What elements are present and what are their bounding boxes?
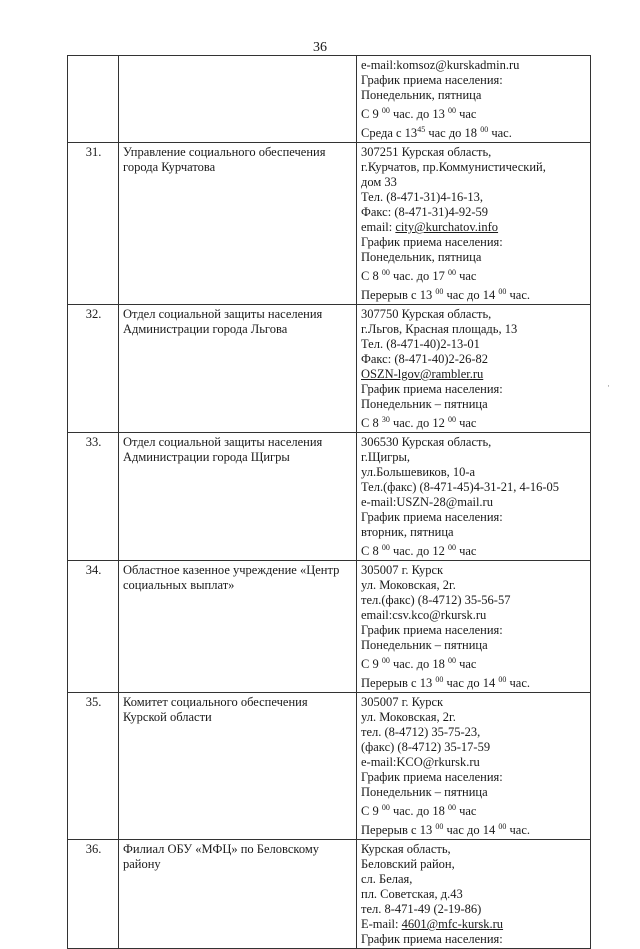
info-text: 306530 Курская область,	[361, 435, 492, 449]
row-number: 35.	[68, 693, 119, 840]
info-text: График приема населения:	[361, 510, 503, 524]
time-minutes: 00	[447, 415, 456, 424]
info-text: График приема населения:	[361, 623, 503, 637]
info-line	[361, 819, 587, 838]
time-minutes: 00	[480, 125, 489, 134]
info-line	[361, 58, 587, 73]
email-link[interactable]: city@kurchatov.info	[395, 220, 499, 234]
table-row	[68, 433, 591, 561]
info-text: час	[455, 544, 477, 558]
info-text: тел. 8-471-49 (2-19-86)	[361, 902, 482, 916]
time-minutes: 00	[435, 822, 444, 831]
info-text: Понедельник – пятница	[361, 785, 488, 799]
info-text: час	[455, 107, 477, 121]
contact-info	[357, 840, 591, 949]
info-text: час.	[506, 676, 530, 690]
info-line	[361, 623, 587, 638]
info-text: сл. Белая,	[361, 872, 413, 886]
info-line	[361, 593, 587, 608]
info-text: пл. Советская, д.43	[361, 887, 463, 901]
time-minutes: 00	[381, 268, 390, 277]
info-line	[361, 352, 587, 367]
info-text: График приема населения:	[361, 770, 503, 784]
contact-info	[357, 143, 591, 305]
info-line	[361, 710, 587, 725]
row-number: 32.	[68, 305, 119, 433]
info-line	[361, 740, 587, 755]
page-number: 36	[313, 40, 327, 55]
info-text: e-mail:KCO@rkursk.ru	[361, 755, 480, 769]
organization-name	[119, 56, 357, 143]
info-line	[361, 465, 587, 480]
time-minutes: 00	[447, 268, 456, 277]
time-minutes: 00	[381, 803, 390, 812]
info-text: час. до 12	[389, 544, 448, 558]
info-text: Беловский район,	[361, 857, 455, 871]
info-line	[361, 190, 587, 205]
time-minutes: 00	[447, 803, 456, 812]
info-text: email:csv.kco@rkursk.ru	[361, 608, 487, 622]
info-line	[361, 103, 587, 122]
info-text: e-mail:USZN-28@mail.ru	[361, 495, 493, 509]
time-minutes: 00	[498, 287, 507, 296]
info-line	[361, 265, 587, 284]
organization-name: Управление социального обеспечения города Курчатова	[119, 143, 357, 305]
info-line	[361, 397, 587, 412]
info-text: г.Щигры,	[361, 450, 411, 464]
time-minutes: 00	[498, 675, 507, 684]
info-text: Перерыв с 13	[361, 823, 436, 837]
info-text: Тел.(факс) (8-471-45)4-31-21, 4-16-05	[361, 480, 560, 494]
organization-name: Отдел социальной защиты населения Администрации города Льгова	[119, 305, 357, 433]
time-minutes: 00	[447, 656, 456, 665]
info-line	[361, 872, 587, 887]
info-text: С 9	[361, 657, 382, 671]
info-line	[361, 322, 587, 337]
info-text: Факс: (8-471-31)4-92-59	[361, 205, 489, 219]
info-line	[361, 160, 587, 175]
info-text: час	[455, 416, 477, 430]
info-text: час. до 13	[389, 107, 448, 121]
info-line	[361, 220, 587, 235]
info-text: Перерыв с 13	[361, 676, 436, 690]
info-text: г.Льгов, Красная площадь, 13	[361, 322, 518, 336]
table-row	[68, 561, 591, 693]
info-text: Понедельник, пятница	[361, 88, 482, 102]
info-text: График приема населения:	[361, 73, 503, 87]
info-line	[361, 887, 587, 902]
info-text: 305007 г. Курск	[361, 563, 444, 577]
info-line	[361, 800, 587, 819]
info-text: ул.Большевиков, 10-а	[361, 465, 476, 479]
info-text: Понедельник, пятница	[361, 250, 482, 264]
time-minutes: 00	[435, 287, 444, 296]
info-line	[361, 73, 587, 88]
time-minutes: 45	[417, 125, 426, 134]
organization-name: Областное казенное учреждение «Центр социальных выплат»	[119, 561, 357, 693]
info-text: Тел. (8-471-31)4-16-13,	[361, 190, 484, 204]
info-text: 307251 Курская область,	[361, 145, 492, 159]
scan-mark: ·	[607, 381, 610, 391]
info-line	[361, 525, 587, 540]
info-text: email:	[361, 220, 396, 234]
info-text: дом 33	[361, 175, 397, 189]
info-line	[361, 563, 587, 578]
info-line	[361, 540, 587, 559]
info-line	[361, 785, 587, 800]
info-line	[361, 495, 587, 510]
info-line	[361, 175, 587, 190]
info-text: час.	[506, 823, 530, 837]
info-text: График приема населения:	[361, 932, 503, 946]
info-line	[361, 755, 587, 770]
info-line	[361, 205, 587, 220]
info-text: час.	[506, 288, 530, 302]
info-text: 307750 Курская область,	[361, 307, 492, 321]
info-line	[361, 412, 587, 431]
info-line	[361, 638, 587, 653]
info-text: E-mail:	[361, 917, 402, 931]
info-text: Среда с 13	[361, 126, 418, 140]
info-text: час до 14	[443, 823, 499, 837]
info-text: час. до 17	[389, 269, 448, 283]
info-line	[361, 435, 587, 450]
info-text: Тел. (8-471-40)2-13-01	[361, 337, 480, 351]
row-number: 34.	[68, 561, 119, 693]
info-line	[361, 145, 587, 160]
contact-info	[357, 433, 591, 561]
info-text: График приема населения:	[361, 235, 503, 249]
info-line	[361, 235, 587, 250]
info-text: 305007 г. Курск	[361, 695, 444, 709]
table-row	[68, 305, 591, 433]
email-link[interactable]: OSZN-lgov@rambler.ru	[361, 367, 484, 381]
info-line	[361, 450, 587, 465]
info-line	[361, 510, 587, 525]
info-line	[361, 382, 587, 397]
info-line	[361, 725, 587, 740]
row-number	[68, 56, 119, 143]
info-line	[361, 284, 587, 303]
info-text: г.Курчатов, пр.Коммунистический,	[361, 160, 546, 174]
table-row	[68, 840, 591, 949]
row-number: 36.	[68, 840, 119, 949]
contact-info	[357, 56, 591, 143]
info-line	[361, 653, 587, 672]
info-text: (факс) (8-4712) 35-17-59	[361, 740, 491, 754]
table-row	[68, 56, 591, 143]
table-body	[68, 56, 591, 949]
info-text: вторник, пятница	[361, 525, 454, 539]
info-line	[361, 608, 587, 623]
info-line	[361, 122, 587, 141]
info-text: тел. (8-4712) 35-75-23,	[361, 725, 481, 739]
info-text: Понедельник – пятница	[361, 638, 488, 652]
info-text: С 8	[361, 269, 382, 283]
table-row	[68, 143, 591, 305]
info-text: Понедельник – пятница	[361, 397, 488, 411]
info-line	[361, 770, 587, 785]
info-text: час до 14	[443, 288, 499, 302]
email-link[interactable]: 4601@mfc-kursk.ru	[401, 917, 504, 931]
organization-name: Филиал ОБУ «МФЦ» по Беловскому району	[119, 840, 357, 949]
info-line	[361, 917, 587, 932]
info-text: час. до 18	[389, 804, 448, 818]
info-text: ул. Моковская, 2г.	[361, 578, 456, 592]
info-line	[361, 337, 587, 352]
time-minutes: 00	[381, 656, 390, 665]
info-text: час. до 12	[389, 416, 448, 430]
contact-info	[357, 305, 591, 433]
info-text: С 8	[361, 416, 382, 430]
info-text: График приема населения:	[361, 382, 503, 396]
info-text: час до 14	[443, 676, 499, 690]
info-text: час до 18	[425, 126, 481, 140]
info-line	[361, 367, 587, 382]
time-minutes: 00	[435, 675, 444, 684]
info-line	[361, 672, 587, 691]
info-text: Курская область,	[361, 842, 451, 856]
info-line	[361, 480, 587, 495]
info-text: ул. Моковская, 2г.	[361, 710, 456, 724]
time-minutes: 00	[381, 106, 390, 115]
row-number: 33.	[68, 433, 119, 561]
info-text: тел.(факс) (8-4712) 35-56-57	[361, 593, 511, 607]
time-minutes: 00	[498, 822, 507, 831]
info-line	[361, 857, 587, 872]
info-line	[361, 88, 587, 103]
info-line	[361, 842, 587, 857]
offices-table	[67, 55, 591, 949]
info-line	[361, 695, 587, 710]
contact-info	[357, 561, 591, 693]
time-minutes: 00	[381, 543, 390, 552]
info-text: час	[455, 269, 477, 283]
info-line	[361, 902, 587, 917]
info-text: Перерыв с 13	[361, 288, 436, 302]
info-text: час. до 18	[389, 657, 448, 671]
info-line	[361, 578, 587, 593]
info-text: С 9	[361, 107, 382, 121]
time-minutes: 30	[381, 415, 390, 424]
info-text: час	[455, 804, 477, 818]
organization-name: Комитет социального обеспечения Курской области	[119, 693, 357, 840]
table-row	[68, 693, 591, 840]
time-minutes: 00	[447, 543, 456, 552]
info-text: Факс: (8-471-40)2-26-82	[361, 352, 489, 366]
info-text: С 8	[361, 544, 382, 558]
time-minutes: 00	[447, 106, 456, 115]
organization-name: Отдел социальной защиты населения Администрации города Щигры	[119, 433, 357, 561]
info-line	[361, 250, 587, 265]
info-line	[361, 307, 587, 322]
row-number: 31.	[68, 143, 119, 305]
contact-info	[357, 693, 591, 840]
info-text: С 9	[361, 804, 382, 818]
info-line	[361, 932, 587, 947]
info-text: час.	[488, 126, 512, 140]
info-text: час	[455, 657, 477, 671]
info-text: e-mail:komsoz@kurskadmin.ru	[361, 58, 520, 72]
